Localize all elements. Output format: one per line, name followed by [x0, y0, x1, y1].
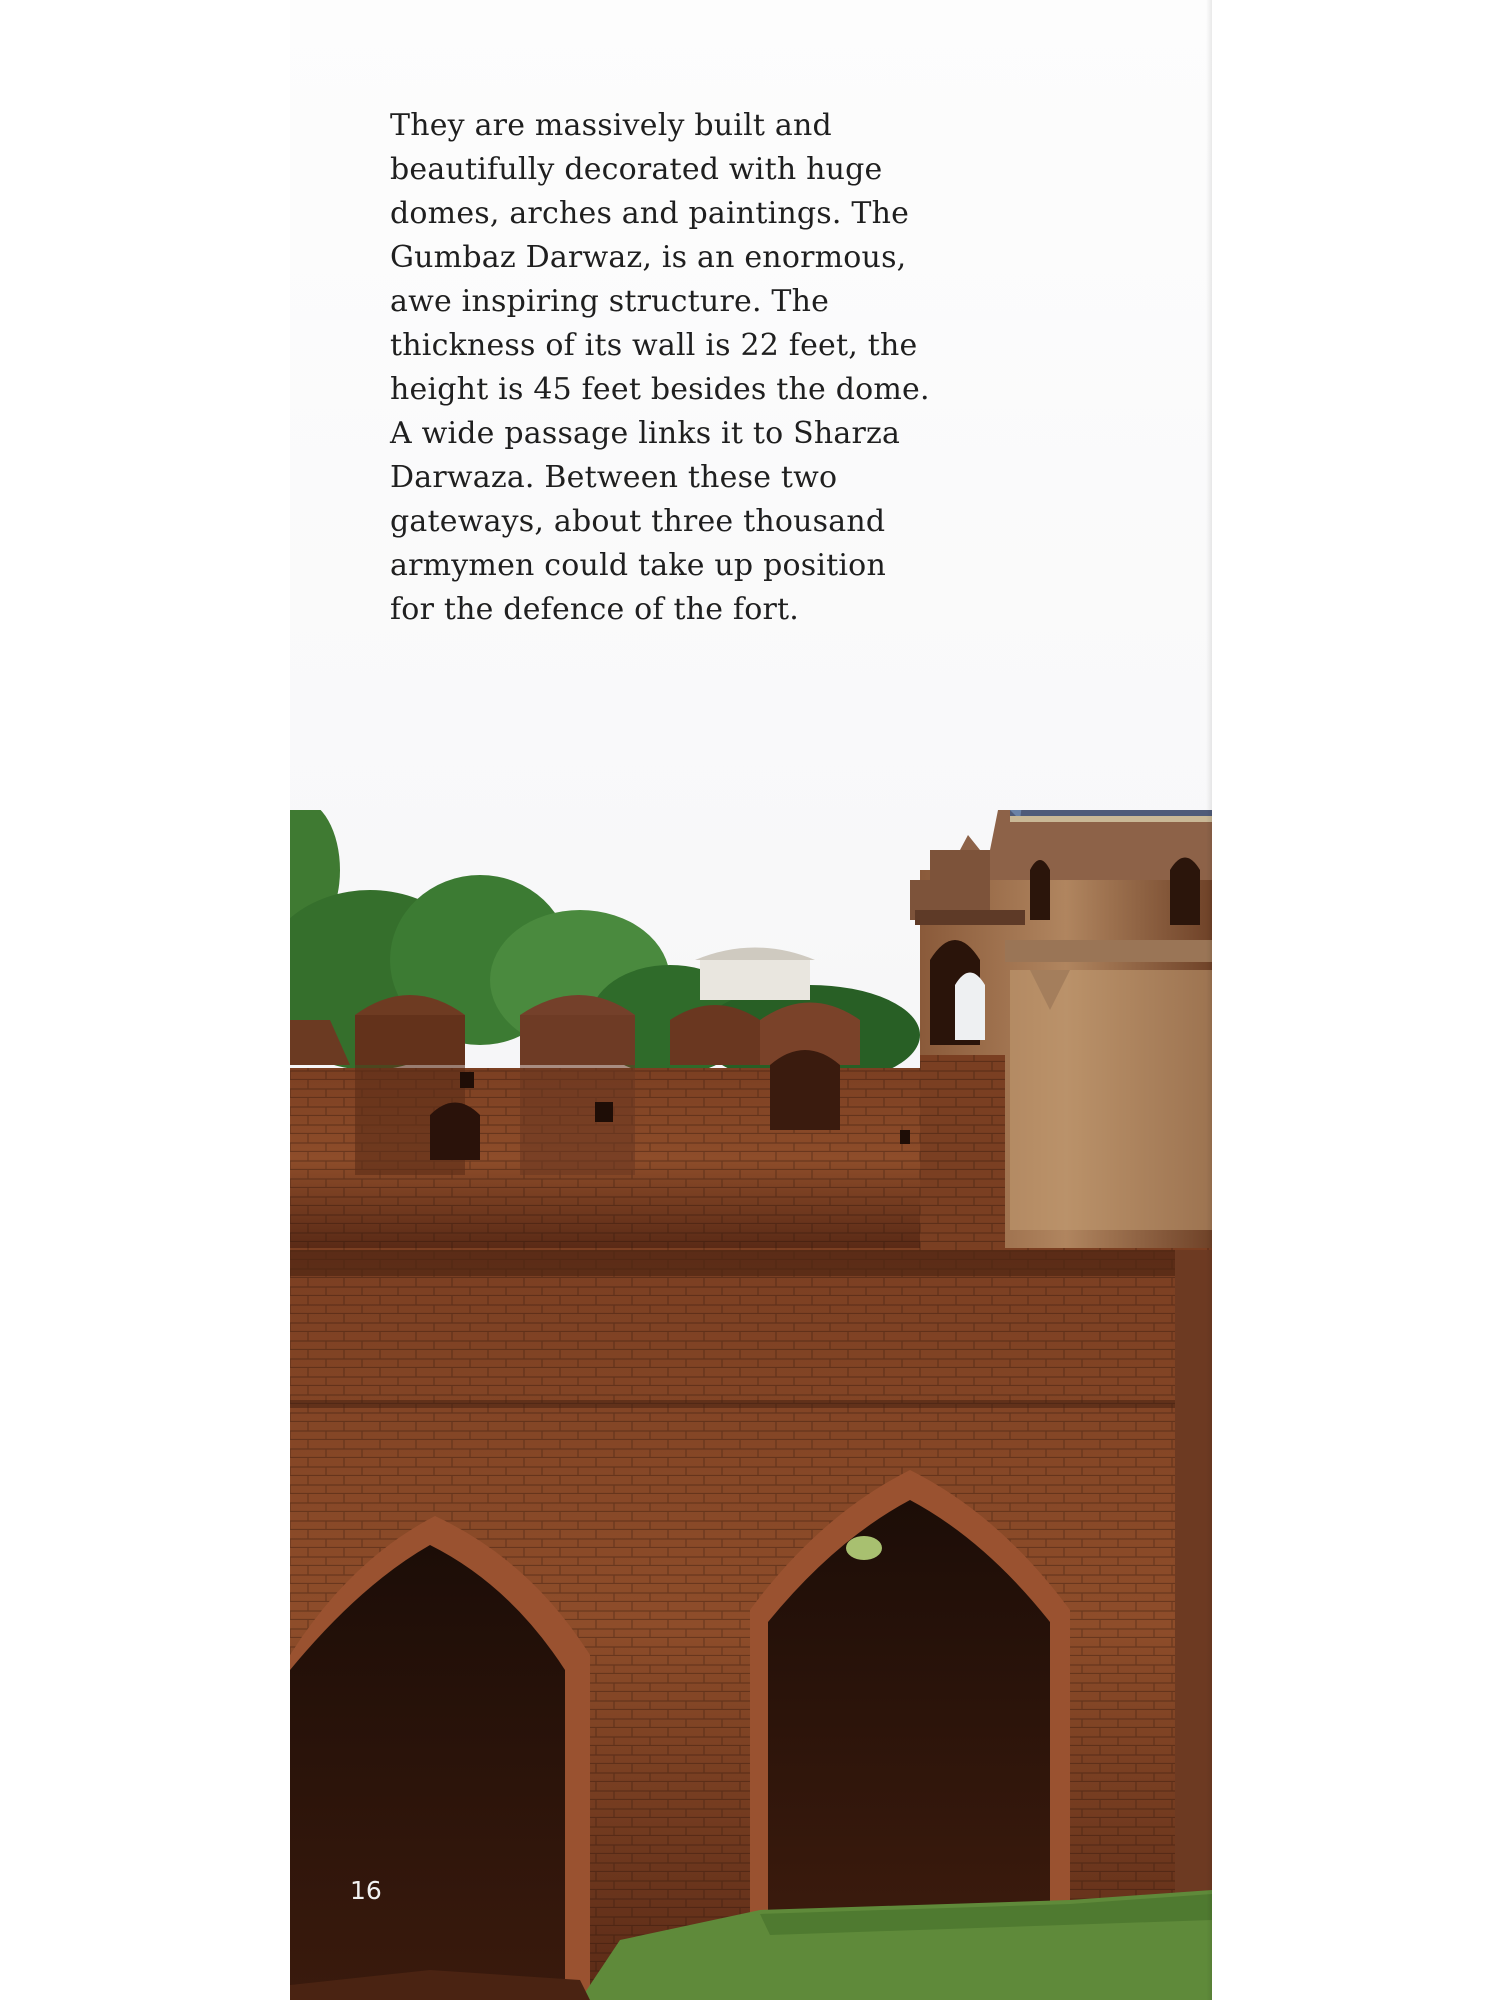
- arched-wall: [290, 1248, 1212, 2000]
- book-page: [290, 0, 1212, 2000]
- gateway-tower: [910, 810, 1212, 1270]
- fort-gateway-photo: [290, 810, 1212, 2000]
- body-paragraph: They are massively built and beautifully decorated with huge domes, arches and paintings. The Gumbaz Darwaz, is an enormous, awe inspiring structure. The thickness of its wall is 22 feet, the height is 45 feet besides the dome. A wide passage links it to Sharza Darwaza. Between these two gateways, about three thousand armymen could take up position for the defence of the fort.: [390, 108, 930, 627]
- page-edge-shadow: [1206, 0, 1212, 2000]
- page-number: 16: [350, 1876, 382, 1905]
